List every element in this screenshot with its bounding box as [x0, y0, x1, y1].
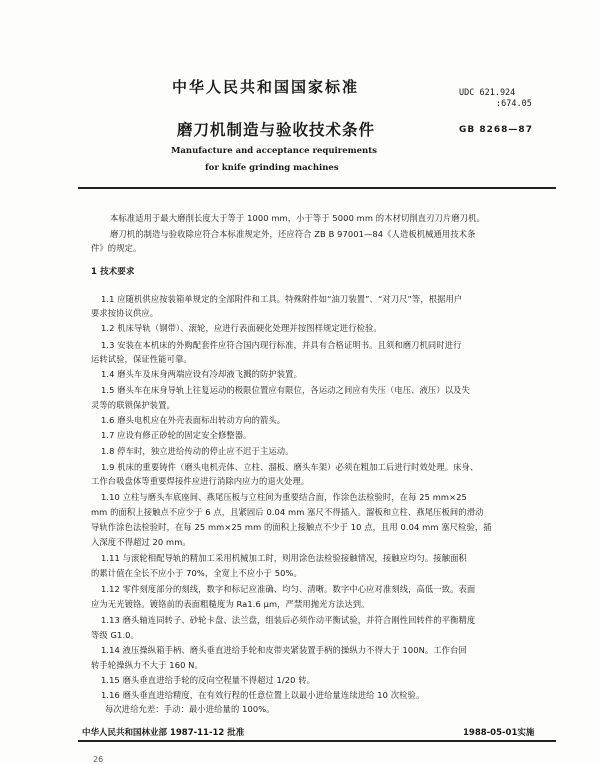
- clause-1-15: 1.15 磨头垂直进给手轮的反向空程量不得超过 1/20 转。: [101, 675, 316, 685]
- page-number: 26: [93, 755, 104, 764]
- scope-line-2: 磨刀机的制造与验收除应符合本标准规定外，还应符合 ZB B 97001—84《人造板机械通用技术条: [110, 229, 476, 239]
- clause-1-10-line4: 入深度不得超过 20 mm。: [91, 537, 191, 547]
- clause-1-10-line2: mm 的面积上接触点不应少于 6 点，且紧固后 0.04 mm 塞尺不得插入。溜板和立柱、燕尾压板间的滑动: [91, 507, 484, 517]
- english-title-line1: Manufacture and acceptance requirements: [171, 146, 377, 156]
- scope-line-1: 本标准适用于最大磨削长度大于等于 1000 mm，小于等于 5000 mm 的木材切削直刃刀片磨刀机。: [110, 213, 485, 223]
- clause-1-10-line1: 1.10 立柱与磨头车底座间、燕尾压板与立柱间为重要结合面，作涂色法检验时，在每 25 mm×25: [101, 492, 467, 502]
- clause-1-2: 1.2 机床导轨（钢带）、滚轮，应进行表面硬化处理并按图样规定进行检验。: [101, 323, 382, 333]
- clause-1-12-line2: 应为无光镀铬。镀铬前的表面粗糙度为 Ra1.6 μm，严禁用抛光方法达到。: [91, 599, 370, 609]
- clause-1-5-line1: 1.5 磨头车在床身导轨上往复运动的极限位置应有限位，各运动之间应有失压（电压、液压）以及失: [101, 385, 470, 395]
- implementation-date: 1988-05-01实施: [463, 728, 535, 738]
- clause-1-13-line2: 等级 G1.0。: [91, 630, 139, 640]
- gb-standard-number: GB 8268—87: [459, 125, 533, 135]
- header-divider: [78, 187, 556, 189]
- clause-1-6: 1.6 磨头电机应在外壳表面标出转动方向的箭头。: [101, 415, 286, 425]
- clause-1-5-line2: 灵等的联锁保护装置。: [91, 400, 175, 410]
- clause-1-3-line2: 运转试验，保证性能可靠。: [91, 354, 192, 364]
- clause-1-10-line3: 导轨作涂色法检验时，在每 25 mm×25 mm 的面积上接触点不少于 10 点，且用 0.04 mm 塞尺检验，插: [91, 522, 492, 532]
- clause-1-1-line2: 要求按协议供应。: [91, 308, 159, 318]
- udc-code-line2: :674.05: [496, 99, 532, 109]
- clause-1-14-line1: 1.14 液压操纵箱手柄、磨头垂直进给手轮和皮带夹紧装置手柄的操纵力不得大于 100N。工作台回: [101, 645, 467, 655]
- clause-1-7: 1.7 应设有修正砂轮的固定安全修整器。: [101, 430, 252, 440]
- clause-1-4: 1.4 磨头车及床身两端应设有冷却液飞溅的防护装置。: [101, 369, 302, 379]
- clause-1-11-line1: 1.11 与滚轮相配导轨的精加工采用机械加工时，则用涂色法检验接触情况，接触应均匀。接触面积: [101, 553, 467, 563]
- national-standard-heading: 中华人民共和国国家标准: [172, 78, 360, 96]
- scope-line-3: 件》的规定。: [91, 243, 142, 253]
- clause-1-1-line1: 1.1 应随机供应按装箱单规定的全部附件和工具。特殊附件如“油刀装置”、“对刀尺”等，根据用户: [101, 294, 463, 304]
- clause-1-3-line1: 1.3 安装在本机床的外购配套件应符合国内现行标准，并具有合格证明书。且须和磨刀机同时进行: [101, 340, 462, 350]
- clause-1-16-line2: 每次进给允差：手动：最小进给量的 100%。: [105, 704, 275, 714]
- english-title-line2: for knife grinding machines: [205, 163, 339, 173]
- document-title: 磨刀机制造与验收技术条件: [177, 121, 376, 139]
- approval-note: 中华人民共和国林业部 1987-11-12 批准: [82, 728, 245, 738]
- clause-1-12-line1: 1.12 零件刻度部分的刻线，数字和标记应准确、均匀、清晰。数字中心应对准刻线，高低一致。表面: [101, 584, 476, 594]
- clause-1-9-line1: 1.9 机床的重要铸件（磨头电机壳体、立柱、溜板、磨头车架）必须在粗加工后进行时效处理。床身、: [101, 462, 479, 472]
- clause-1-14-line2: 转手轮操纵力不大于 160 N。: [91, 660, 203, 670]
- clause-1-16-line1: 1.16 磨头垂直进给精度，在有效行程的任意位置上以最小进给量连续进给 10 次检验。: [101, 690, 425, 700]
- clause-1-9-line2: 工作台吸盘体等重要焊接件应进行消除内应力的退火处理。: [91, 476, 310, 486]
- clause-1-8: 1.8 停车时，独立进给传动的停止应不迟于主运动。: [101, 446, 294, 456]
- udc-code-line1: UDC 621.924: [459, 88, 516, 98]
- clause-1-13-line1: 1.13 磨头轴连同转子、砂轮卡盘、法兰盘，组装后必须作动平衡试验，并符合刚性回转件的平衡精度: [101, 615, 476, 625]
- section-heading: 1 技术要求: [91, 267, 135, 277]
- footer-divider: [78, 740, 556, 742]
- clause-1-11-line2: 的累计值在全长不应小于 70%，全宽上不应小于 50%。: [91, 568, 302, 578]
